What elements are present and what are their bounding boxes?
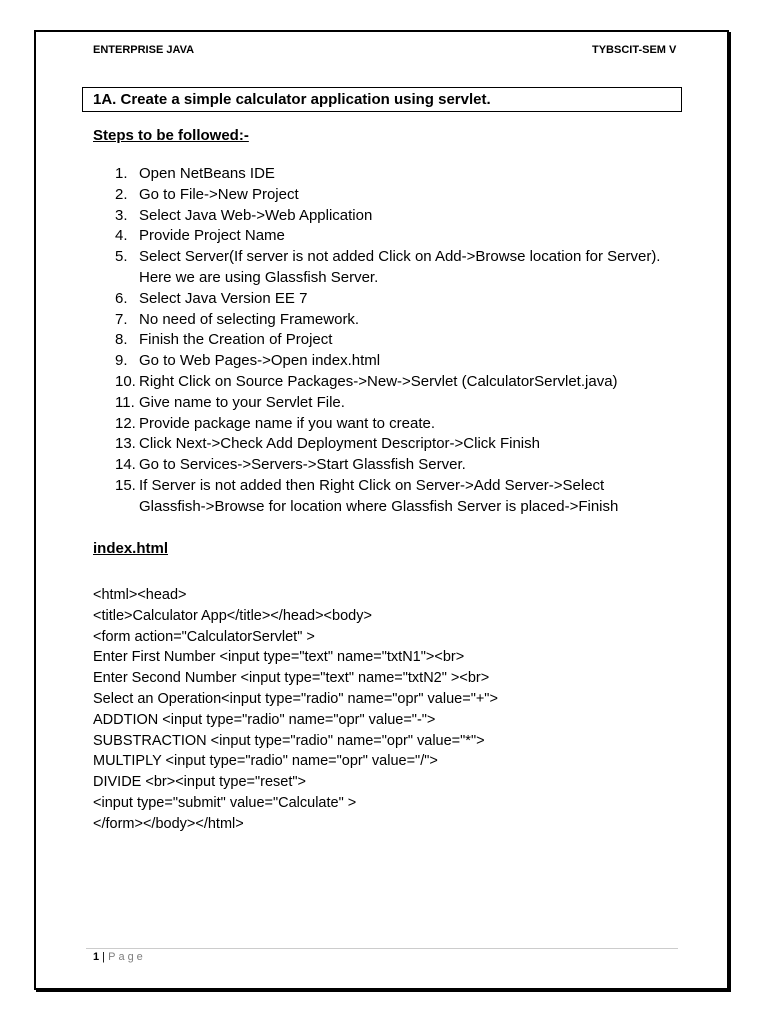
list-item: 9. Go to Web Pages->Open index.html <box>115 352 381 370</box>
list-item: 10. Right Click on Source Packages->New->Servlet (CalculatorServlet.java) <box>115 372 618 390</box>
code-line: Select an Operation<input type="radio" name="opr" value="+"> <box>93 690 498 707</box>
list-item: 8. Finish the Creation of Project <box>115 331 333 349</box>
code-line: Enter Second Number <input type="text" name="txtN2" ><br> <box>93 670 490 687</box>
code-line: Enter First Number <input type="text" name="txtN1"><br> <box>93 649 465 666</box>
list-item: 14. Go to Services->Servers->Start Glassfish Server. <box>115 456 466 474</box>
steps-list <box>93 164 673 518</box>
header-semester: TYBSCIT-SEM V <box>592 44 677 56</box>
page-number: 1 <box>93 951 100 963</box>
code-line: DIVIDE <br><input type="reset"> <box>93 774 307 791</box>
list-item: 11. Give name to your Servlet File. <box>115 393 345 411</box>
list-item: 5. Select Server(If server is not added Click on Add->Browse location for Server). Here we are using Glassfish Server. <box>115 248 661 286</box>
code-line: MULTIPLY <input type="radio" name="opr" value="/"> <box>93 753 438 770</box>
code-line: <html><head> <box>93 587 187 603</box>
list-item: 15. If Server is not added then Right Click on Server->Add Server->Select Glassfish->Browse for location where Glassfish Server is placed->Finish <box>115 476 619 515</box>
page-label: Page <box>108 951 146 963</box>
list-item: 6. Select Java Version EE 7 <box>115 289 308 307</box>
list-item: 13. Click Next->Check Add Deployment Descriptor->Click Finish <box>115 435 540 453</box>
code-line: <form action="CalculatorServlet" > <box>93 628 315 645</box>
list-item: 7. No need of selecting Framework. <box>115 310 360 328</box>
list-item: 2. Go to File->New Project <box>115 185 299 203</box>
code-block <box>93 585 683 835</box>
code-line: SUBSTRACTION <input type="radio" name="opr" value="*"> <box>93 732 485 749</box>
index-html-heading: index.html <box>93 540 169 557</box>
steps-heading: Steps to be followed:- <box>93 127 249 144</box>
header-course: ENTERPRISE JAVA <box>93 44 195 56</box>
practical-title: 1A. Create a simple calculator application using servlet. <box>82 87 682 112</box>
page-footer <box>93 951 146 963</box>
code-line: </form></body></html> <box>93 815 244 832</box>
code-line: <input type="submit" value="Calculate" > <box>93 794 357 811</box>
code-line: ADDTION <input type="radio" name="opr" value="-"> <box>93 711 436 728</box>
list-item: 3. Select Java Web->Web Application <box>115 206 373 224</box>
list-item: 4. Provide Project Name <box>115 227 285 245</box>
footer-separator: | <box>99 951 109 963</box>
code-line: <title>Calculator App</title></head><body> <box>93 607 372 624</box>
footer-divider <box>86 948 678 949</box>
list-item: 1. Open NetBeans IDE <box>115 165 275 182</box>
list-item: 12. Provide package name if you want to create. <box>115 414 436 432</box>
